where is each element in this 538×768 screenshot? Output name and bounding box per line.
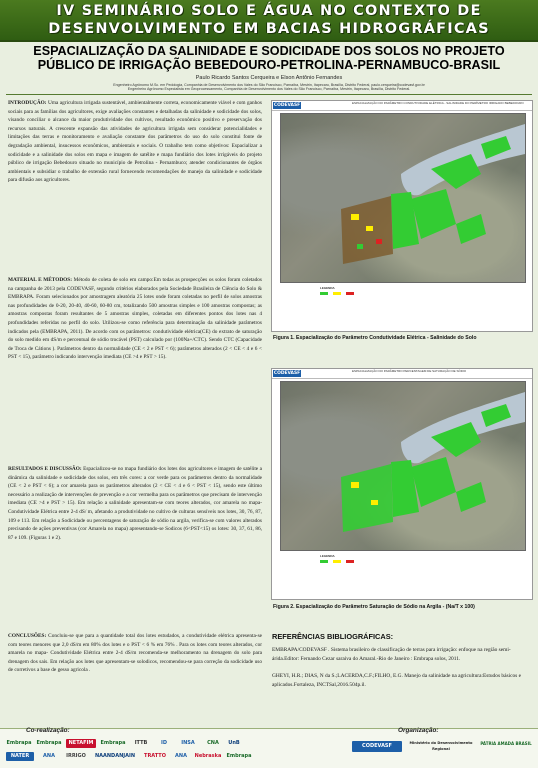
figure-1 (271, 100, 533, 332)
codevasf-logo: CODEVASF (273, 371, 301, 376)
authors: Paulo Ricardo Santos Cerqueira e Elson Antônio Fernandes (195, 75, 343, 81)
reference-2: GHEYI, H.R.; DIAS, N da S.;LACERDA,C.F.;FILHO, E.G. Manejo da salinidade na agricultura:Estudos básicos e aplicados.Fortaleza, INCTSal,2016.504p.il. (272, 673, 522, 688)
lot-altered (351, 214, 359, 220)
legend-normal (320, 292, 328, 295)
references-heading: REFERÊNCIAS BIBLIOGRÁFICAS: (272, 632, 394, 641)
brasil-logo: PÁTRIA AMADA BRASIL (480, 741, 532, 746)
lot-normal (357, 244, 363, 249)
ittb-logo: ITTB (134, 740, 148, 746)
lot-altered (351, 482, 359, 488)
methods-section (8, 276, 262, 362)
unb-logo: UnB (228, 740, 240, 746)
figure-2-map-title: ESPACIALIZAÇÃO DO PARÂMETRO PERCENTAGEM DE SATURAÇÃO DE SÓDIO (352, 369, 467, 373)
id-logo: ID (160, 740, 167, 746)
lot-normal (456, 482, 486, 512)
figure-2-caption: Figura 2. Espacialização do Parâmetro Saturação de Sódio na Argila - (Na/T x 100) (273, 604, 475, 610)
paper-title (0, 44, 538, 72)
event-banner (0, 0, 538, 42)
ministry-logo: Ministério do Desenvolvimento Regional (409, 741, 473, 751)
figure-1-legend (280, 286, 526, 316)
figure-1-caption: Figura 1. Espacialização do Parâmetro Condutividade Elétrica - Salinidade do Solo (273, 335, 477, 341)
results-text: Espacializou-se no mapa fundiário dos lotes dos agricultores e imagem de satélite a dinâmica da salinidade e sodicidade dos solos, em três cores: a cor verde para os parâmetros dentro da normalidade (CE < 2 e PST < 6); a cor amarela para os parâmetros alterados (2 < CE < 4 e 6 < PST < 15), sendo este último necessário a realização de intervenções de prevenção e a cor vermelha para os parâmetros que precisam de intervenção imediata (CE >4 e PST > 15). Em relação a salinidade apresentam-se com teores alterados, cor amarela no mapa- Condutividade Elétrica entre 2-4 dS/ m, afetando a produtividade no cultivo de culturas sensíveis nos lotes, 30, 76, 87, 109 e 113. Em relação a Sodicidade ou percentagens de saturação de sódio na argila, verifica-se com valores alterados precisando de ações preventivas (cor Amarela no mapa) apresentando-se Sodicos (6<PST<15) os lotes: 30, 37, 61, 86, 87 e 109. (Figuras 1 e 2). (8, 466, 262, 541)
figure-1-map (280, 113, 526, 283)
lot-normal (411, 189, 456, 239)
cna-logo: CNA (207, 740, 219, 746)
conclusions-heading: CONCLUSÕES: (8, 633, 47, 639)
figure-1-map-title: ESPACIALIZAÇÃO DO PARÂMETRO CONDUTIVIDADE ELÉTRICA - SALINIDADE DO PERÍMETRO IRRIGADO BEBEDOURO (352, 101, 524, 105)
lots-area (341, 464, 393, 532)
banner-line-1: IV SEMINÁRIO SOLO E ÁGUA NO CONTEXTO DE (56, 3, 482, 19)
methods-text: Método de coleta de solo em campo:Em todas as prospecções os solos foram coletados na campanha de 2013 pela CODEVASF, segundo critérios elaborados pela Sociedade Brasileira de Ciência do Solo & EMBRAPA. Foram selecionados por amostragem aleatória 25 lotes onde foram coletadas no perfil de solos amostras nas profundidades de 0-20, 20-40, 40-60, 60-80 cm, totalizando 500 amostras simples e 100 amostras compostas; as amostras compostas foram resultantes de 5 amostras simples, coletadas em diferentes pontos dos lotes nas 4 profundidades referidas no perfil do solo. Utilizou-se como referência para determinação da salinidade parâmetros indicados pela (EMBRAPA, 2011). De acordo com os parâmetros: condutividade elétrica(CE) do extrato de saturação do solo medido em dS/m e percentual de sódio trocável (PST) calculado por (100Na+/CTC). Sendo CTC (Capacidade de Troca de Cátions ). Parâmetros dentro da normalidade (CE < 2 e PST < 6); parâmetros alterados (2 < CE < 4 e 6 < PST < 15), parâmetro indicando intervenção imediata (CE >4 e PST > 15). (8, 277, 262, 361)
ana-logo: ANA (43, 753, 55, 759)
lot-altered (366, 226, 373, 231)
ana-logo: ANA (175, 753, 187, 759)
legend-swatches (320, 292, 526, 296)
legend-altered (333, 292, 341, 295)
figure-2 (271, 368, 533, 600)
divider (6, 94, 532, 95)
codevasf-logo: CODEVASF (273, 103, 301, 108)
legend-immediate (346, 292, 354, 295)
figure-2-header (272, 369, 532, 379)
lot-normal (411, 457, 456, 507)
introduction-section (8, 99, 262, 185)
methods-heading: MATERIAL E MÉTODOS: (8, 277, 72, 283)
lot-altered (371, 500, 378, 505)
netafim-logo: NETAFIM (66, 739, 96, 748)
banner-line-2: DESENVOLVIMENTO EM BACIAS HIDROGRÁFICAS (48, 21, 490, 37)
legend-title: LEGENDA (320, 286, 335, 290)
affiliations (0, 83, 538, 92)
legend-swatches (320, 560, 526, 564)
conclusions-text: Concluiu-se que para a quantidade total dos lotes estudados, a condutividade elétrica apresenta-se com teores menores que 2,0 dS/m em 80% dos lotes e o PST < 6 % em 76% . Para os lotes com teores alterados, cor amarela no mapa- Condutividade Elétrica entre 2-4 dS/m recomenda-se melhoramento na drenagem do solo para drenagem dos sais. Em relação aos lotes que apresentam-se solodicos, recomendou-se para correção da sodicidade uso de corretivos a base de gesso agricola . (8, 633, 262, 674)
irrigo-logo: IRRIGO (66, 753, 86, 759)
footer (0, 728, 538, 768)
paper-title-line-2: PÚBLICO DE IRRIGAÇÃO BEBEDOURO-PETROLINA-PERNAMBUCO-BRASIL (37, 58, 501, 72)
legend-immediate (346, 560, 354, 563)
figure-2-map (280, 381, 526, 551)
embrapa-logo: Embrapa (6, 740, 32, 746)
figure-2-map-drawing (281, 382, 525, 550)
legend-normal (320, 560, 328, 563)
figure-1-header (272, 101, 532, 111)
references-list (272, 646, 528, 698)
embrapa-logo: Embrapa (100, 740, 126, 746)
affiliation-2: Engenheiro Agrônomo Especialista em Geoprocessamento, Companhia de Desenvolvimento dos Vales do São Francisco, Parnaíba, Mestrin, Itapecaru, Brasília, Distrito Federal. (127, 87, 411, 92)
embrapa-logo: Embrapa (36, 740, 62, 746)
figure-2-legend (280, 554, 526, 584)
figure-1-map-drawing (281, 114, 525, 282)
conclusions-section (8, 632, 262, 675)
introduction-heading: INTRODUÇÃO: (8, 100, 47, 106)
paper-title-line-1: ESPACIALIZAÇÃO DA SALINIDADE E SODICIDADE DOS SOLOS NO PROJETO (33, 44, 505, 58)
co-realization-label: Co-realização: (26, 727, 70, 734)
codevasf-org-logo: CODEVASF (352, 741, 402, 752)
introduction-text: Uma agricultura irrigada sustentável, ambientalmente correta, economicamente viável e com ganhos sociais para as famílias dos agricultores, exige avaliações constantes e detalhadas da salinidade e sodicidade dos solos, visando conciliar o alcance da maior produtividade dos cultivos, resultado econômico positivo e preservação dos recursos naturais. A crescente expansão das atividades de agricultura irrigada sem considerar potencialidades e limitações das terras e monitoramento e avaliação constante dos parâmetros do uso do solo constitui fonte de degradação ambiental, insucessos econômicos, ambientais e sociais. O trabalho tem como objetivos: Espacializar a sodicidade e a salinidade dos solos em mapa e imagem de satélite e mapa fundiário dos lotes irrigáveis do projeto público de irrigação Bebedouro situado no município de Petrolina - Pernambuco; atender condicionantes de órgãos ambientais e subsidiar o trabalho de extensão rural fornecendo recomendações de manejo da salinidade e sodicidade para difusão aos agricultores. (8, 100, 262, 184)
nebraska-logo: Nebraska (194, 753, 222, 759)
legend-title: LEGENDA (320, 554, 335, 558)
naandanjain-logo: NAANDANJAIN (94, 753, 136, 759)
results-heading: RESULTADOS E DISCUSSÃO: (8, 466, 82, 472)
insa-logo: INSA (181, 740, 195, 746)
organization-label: Organização: (398, 727, 439, 734)
reference-1: EMBRAPA/CODEVASF . Sistema brasileiro de classificação de terras para irrigação: enfoque na região semi-árida.Editor: Fernando Cezar saraiva do Amaral.-Rio de Janeiro : Embrapa solos, 2011. (272, 647, 511, 662)
results-section (8, 465, 262, 542)
embrapa-logo: Embrapa (226, 753, 252, 759)
nater-logo: NATER (6, 752, 34, 761)
lot-normal (456, 214, 486, 244)
tratto-logo: TRATTO (144, 753, 166, 759)
affiliation-1: Engenheiro Agrônomo M.Sc. em Pedologia, Companhia de Desenvolvimento dos Vales do São Francisco, Parnaíba, Mestrin, Itapecaru, Brasília, Distrito Federal, paulo.cerqueira@codevasf.gov.br (113, 83, 425, 87)
legend-altered (333, 560, 341, 563)
lot-immediate (376, 239, 382, 244)
